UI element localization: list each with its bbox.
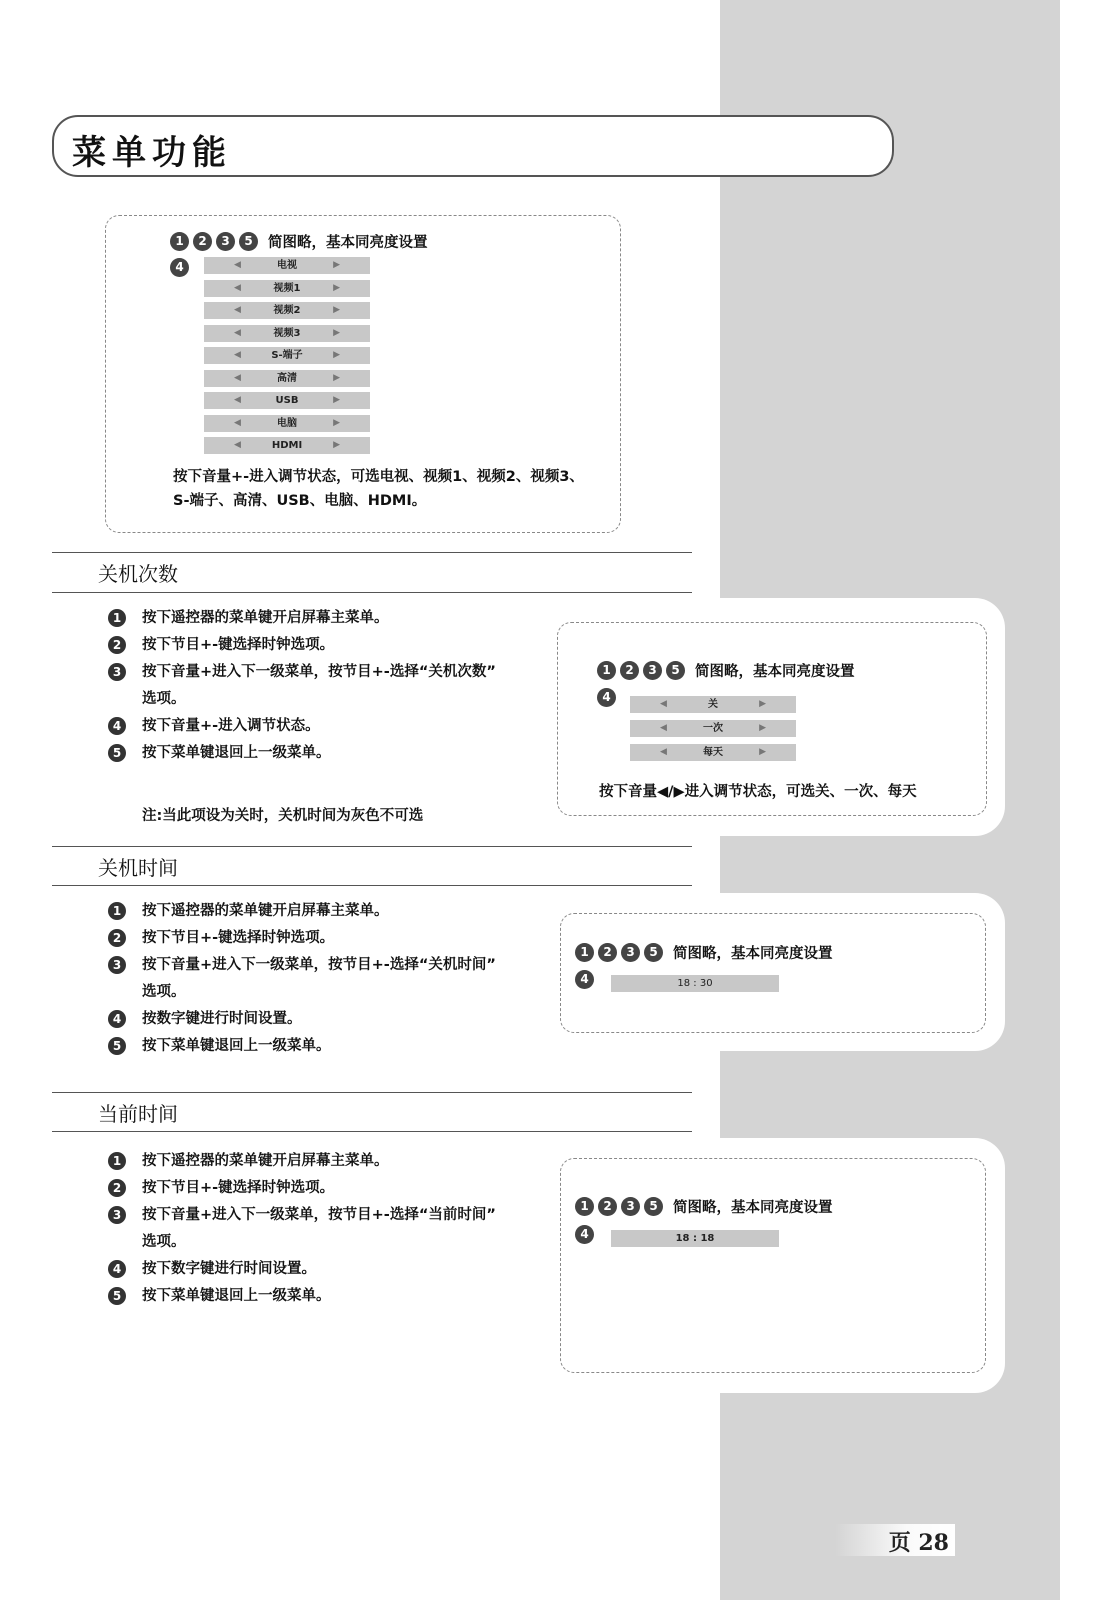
step-badge: 4 bbox=[575, 970, 594, 989]
step-item: 选项。 bbox=[142, 984, 186, 1000]
section-divider bbox=[52, 885, 692, 886]
current-time-box bbox=[560, 1158, 986, 1373]
step-badge: 3 bbox=[643, 661, 662, 680]
option-bar: ◀ 电脑 ▶ bbox=[204, 415, 370, 432]
step-item: 4 按下数字键进行时间设置。 bbox=[108, 1256, 496, 1283]
step-badge: 3 bbox=[216, 232, 235, 251]
section-divider bbox=[52, 1092, 692, 1093]
section-divider bbox=[52, 846, 692, 847]
step-item: 1 按下遥控器的菜单键开启屏幕主菜单。 bbox=[108, 898, 496, 925]
option-bar: ◀ 视频2 ▶ bbox=[204, 302, 370, 319]
step-item: 2 按下节目+-键选择时钟选项。 bbox=[108, 1175, 496, 1202]
header-text: 简图略，基本同亮度设置 bbox=[268, 235, 428, 251]
step-badge: 3 bbox=[621, 943, 640, 962]
step-item: 2 按下节目+-键选择时钟选项。 bbox=[108, 925, 496, 952]
step-item: 3 按下音量+进入下一级菜单，按节目+-选择“关机时间” bbox=[108, 952, 496, 979]
section-title: 当前时间 bbox=[98, 1102, 178, 1126]
step-item: 3 按下音量+进入下一级菜单，按节目+-选择“关机次数” bbox=[108, 659, 496, 686]
input-box-description: 按下音量+-进入调节状态，可选电视、视频1、视频2、视频3、 S-端子、高清、USB、电脑、HDMI。 bbox=[173, 469, 584, 509]
page-title-box bbox=[52, 115, 894, 177]
step-item: 4 按下音量+-进入调节状态。 bbox=[108, 713, 496, 740]
step-badge: 5 bbox=[644, 1197, 663, 1216]
section-divider bbox=[52, 552, 692, 553]
section-title: 关机时间 bbox=[98, 856, 178, 880]
step-item: 5 按下菜单键退回上一级菜单。 bbox=[108, 1033, 496, 1060]
header-text: 简图略，基本同亮度设置 bbox=[673, 1200, 833, 1216]
option-bar: ◀ 一次 ▶ bbox=[630, 720, 796, 737]
step-badge: 1 bbox=[575, 1197, 594, 1216]
option-bar: ◀ 关 ▶ bbox=[630, 696, 796, 713]
step-badge: 2 bbox=[598, 1197, 617, 1216]
option-bar: ◀ 每天 ▶ bbox=[630, 744, 796, 761]
header-text: 简图略，基本同亮度设置 bbox=[673, 946, 833, 962]
step-badge: 1 bbox=[170, 232, 189, 251]
box-header bbox=[575, 942, 833, 963]
option-bar: ◀ 电视 ▶ bbox=[204, 257, 370, 274]
option-bar: ◀ 视频1 ▶ bbox=[204, 280, 370, 297]
step-badge: 2 bbox=[193, 232, 212, 251]
option-bar: ◀ USB ▶ bbox=[204, 392, 370, 409]
section-divider bbox=[52, 592, 692, 593]
step-list bbox=[108, 605, 496, 767]
step-badge: 5 bbox=[666, 661, 685, 680]
header-text: 简图略，基本同亮度设置 bbox=[695, 664, 855, 680]
section-title: 关机次数 bbox=[98, 562, 178, 586]
step-list bbox=[108, 898, 496, 1060]
box-header bbox=[575, 1196, 833, 1217]
time-value-bar: 18 : 30 bbox=[611, 975, 779, 992]
step-item: 4 按数字键进行时间设置。 bbox=[108, 1006, 496, 1033]
option-bar: ◀ 视频3 ▶ bbox=[204, 325, 370, 342]
step-item: 5 按下菜单键退回上一级菜单。 bbox=[108, 1283, 496, 1310]
step-badge: 2 bbox=[620, 661, 639, 680]
step-item: 1 按下遥控器的菜单键开启屏幕主菜单。 bbox=[108, 605, 496, 632]
box-description: 按下音量◀/▶进入调节状态，可选关、一次、每天 bbox=[599, 784, 917, 800]
shutdown-time-box bbox=[560, 913, 986, 1033]
step-item: 5 按下菜单键退回上一级菜单。 bbox=[108, 740, 496, 767]
step-item: 1 按下遥控器的菜单键开启屏幕主菜单。 bbox=[108, 1148, 496, 1175]
box-header bbox=[597, 660, 855, 681]
note-text: 注:当此项设为关时，关机时间为灰色不可选 bbox=[142, 808, 424, 824]
time-value-bar: 18 : 18 bbox=[611, 1230, 779, 1247]
input-box-header bbox=[170, 231, 428, 252]
step-badge: 3 bbox=[621, 1197, 640, 1216]
option-bar: ◀ 高清 ▶ bbox=[204, 370, 370, 387]
step-badge: 1 bbox=[575, 943, 594, 962]
step-badge: 5 bbox=[239, 232, 258, 251]
step-badge: 4 bbox=[597, 688, 616, 707]
page-title: 菜单功能 bbox=[72, 133, 232, 173]
step-badge: 1 bbox=[597, 661, 616, 680]
option-bar: ◀ HDMI ▶ bbox=[204, 437, 370, 454]
step-list bbox=[108, 1148, 496, 1310]
option-bar: ◀ S-端子 ▶ bbox=[204, 347, 370, 364]
step-badge: 4 bbox=[170, 258, 189, 277]
page-number-tab bbox=[835, 1524, 955, 1556]
step-item: 选项。 bbox=[142, 1234, 186, 1250]
step-badge: 4 bbox=[575, 1225, 594, 1244]
step-badge: 5 bbox=[644, 943, 663, 962]
step-badge: 2 bbox=[598, 943, 617, 962]
section-divider bbox=[52, 1131, 692, 1132]
step-item: 2 按下节目+-键选择时钟选项。 bbox=[108, 632, 496, 659]
step-item: 3 按下音量+进入下一级菜单，按节目+-选择“当前时间” bbox=[108, 1202, 496, 1229]
step-item: 选项。 bbox=[142, 691, 186, 707]
page-number: 页 28 bbox=[888, 1530, 949, 1556]
